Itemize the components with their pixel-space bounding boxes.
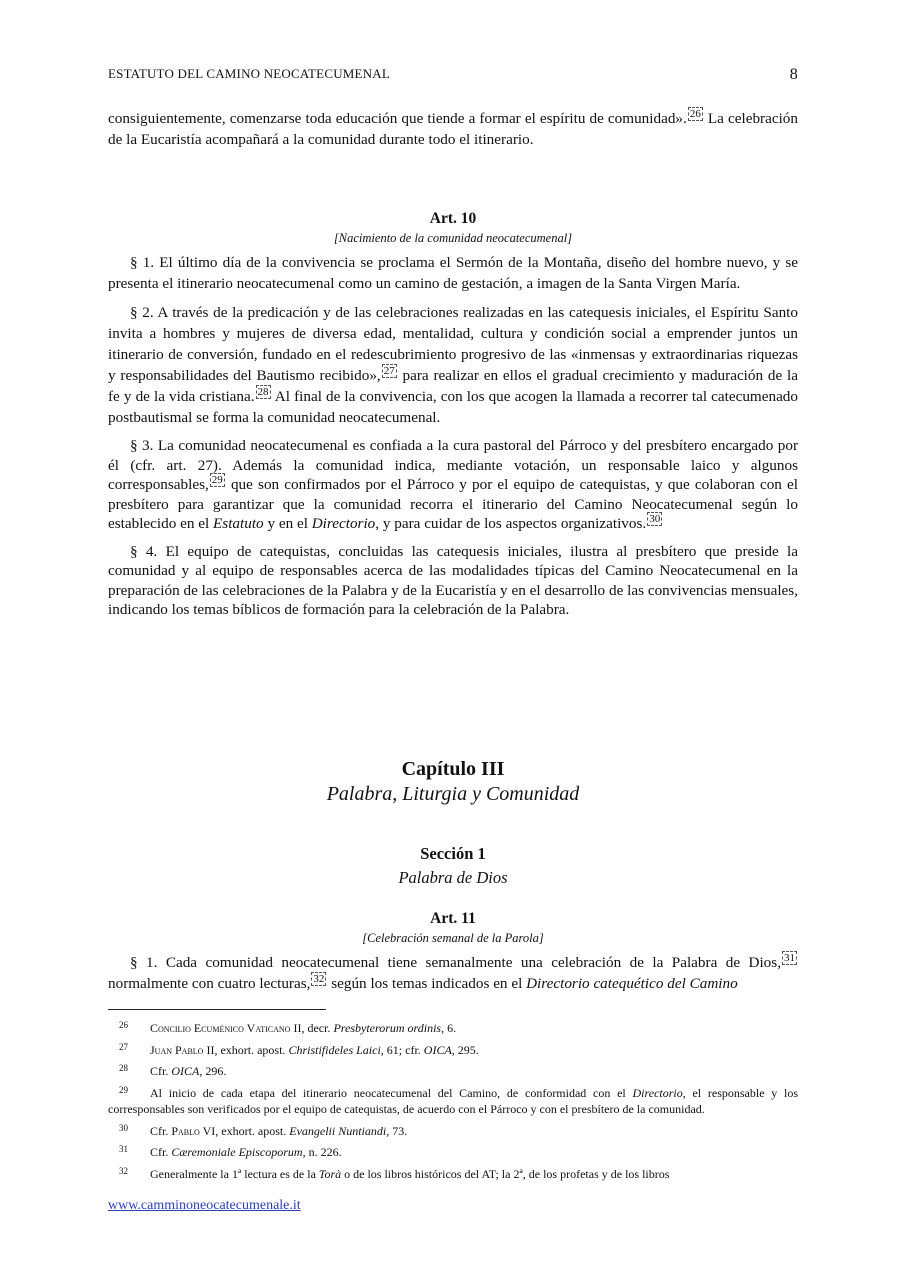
article-10 xyxy=(108,210,798,620)
footnote-ref-30[interactable]: 30 xyxy=(649,513,661,525)
footnote-ref-29[interactable]: 29 xyxy=(211,474,223,486)
section-title: Sección 1 xyxy=(420,844,486,863)
art10-para-3: § 3. La comunidad neocatecumenal es confiada a la cura pastoral del Párroco y del presbítero encargado por él (cfr. art. 27). Además la comunidad indica, mediante votación, un responsable laico y algunos corresponsables, $^{29}$ que son confirmados por el Párroco y por el equipo de catequistas, y que colaboran con el presbítero para garantizar que la comunidad recorra el itinerario del Camino Neocatecumenal según lo establecido en el Estatuto y en el Directorio, y para cuidar de los aspectos organizativos. $^{30}$ xyxy=(108,437,798,532)
page-header xyxy=(108,66,798,82)
footnote-27: 27 Juan Pablo II, exhort. apost. Christifideles Laici, 61; cfr. OICA, 295. xyxy=(119,1041,479,1057)
section-subtitle: Palabra de Dios xyxy=(398,868,508,887)
footnote-31: 31 Cfr. Cæremoniale Episcoporum, n. 226. xyxy=(119,1144,342,1159)
art10-para-1: § 1. El último día de la convivencia se proclama el Sermón de la Montaña, diseño del hombre nuevo, y se presenta el itinerario neocatecumenal como un camino de gestación, a imagen de la Santa Virgen María. xyxy=(108,254,798,292)
footnote-divider xyxy=(108,1009,326,1010)
header-title: ESTATUTO DEL CAMINO NEOCATECUMENAL xyxy=(108,66,390,81)
chapter-subtitle: Palabra, Liturgia y Comunidad xyxy=(326,783,580,805)
footnote-29: 29 Al inicio de cada etapa del itinerario neocatecumenal del Camino, de conformidad con el Directorio, el responsable y los corresponsables son verificados por el equipo de catequistas, de acuerdo con el Párroco y con el presbítero de la comunidad. xyxy=(108,1084,799,1116)
chapter-title: Capítulo III xyxy=(401,758,505,780)
intro-paragraph: consiguientemente, comenzarse toda educación que tiende a formar el espíritu de comunidad». $^{26}$ La celebración de la Eucaristía acompañará a la comunidad durante todo el itinerario. xyxy=(108,108,798,148)
footnote-ref-28[interactable]: 28 xyxy=(257,386,269,398)
website-link[interactable]: www.camminoneocatecumenale.it xyxy=(108,1198,301,1213)
footnotes xyxy=(108,1009,798,1182)
art11-para-1: § 1. Cada comunidad neocatecumenal tiene semanalmente una celebración de la Palabra de Dios, $^{31}$ normalmente con cuatro lecturas, $^{32}$ según los temas indicados en el Directorio catequético del Camino xyxy=(108,952,795,992)
footnote-32: 32 Generalmente la 1ª lectura es de la Torà o de los libros históricos del AT; la 2ª, de los profetas y de los libros xyxy=(119,1165,670,1181)
footnote-26: 26 Concilio Ecuménico Vaticano II, decr. Presbyterorum ordinis, 6. xyxy=(119,1020,457,1035)
article-11-title: Art. 11 xyxy=(430,910,476,927)
chapter-heading xyxy=(108,758,798,806)
footnote-30: 30 Cfr. Pablo VI, exhort. apost. Evangelii Nuntiandi, 73. xyxy=(119,1122,408,1138)
footnote-ref-32[interactable]: 32 xyxy=(313,973,325,985)
art10-para-2: § 2. A través de la predicación y de las celebraciones realizadas en las catequesis iniciales, el Espíritu Santo invita a hombres y mujeres de diversa edad, mentalidad, cultura y condición social a emprender juntos un itinerario de conversión, fundado en el redescubrimiento progresivo de las «inmensas y extraordinarias riquezas y responsabilidades del Bautismo recibido», $^{27}$ para realizar en ellos el gradual crecimiento y maduración de la fe y de la vida cristiana. $^{28}$ Al final de la convivencia, con los que acogen la llamada a recorrer tal catecumenado postbautismal se forma la comunidad neocatecumenal. xyxy=(108,304,798,426)
footnote-28: 28 Cfr. OICA, 296. xyxy=(119,1063,227,1078)
page-number: 8 xyxy=(789,66,798,83)
footnote-ref-27[interactable]: 27 xyxy=(383,365,395,377)
article-11-subtitle: [Celebración semanal de la Parola] xyxy=(362,931,544,945)
footnote-ref-26[interactable]: 26 xyxy=(689,108,701,120)
art10-para-4: § 4. El equipo de catequistas, concluidas las catequesis iniciales, ilustra al presbítero que preside la comunidad y al equipo de responsables acerca de las modalidades típicas del Camino Neocatecumenal en la preparación de las celebraciones de la Palabra y de la Eucaristía y en el desarrollo de las convivencias mensuales, indicando los temas bíblicos de formación para la celebración de la Palabra. xyxy=(108,542,798,618)
body-text xyxy=(108,108,798,150)
article-11 xyxy=(108,910,798,994)
footnote-ref-31[interactable]: 31 xyxy=(784,952,795,964)
section-heading xyxy=(108,844,798,888)
article-10-title: Art. 10 xyxy=(429,210,477,227)
article-10-subtitle: [Nacimiento de la comunidad neocatecumenal] xyxy=(333,231,573,245)
